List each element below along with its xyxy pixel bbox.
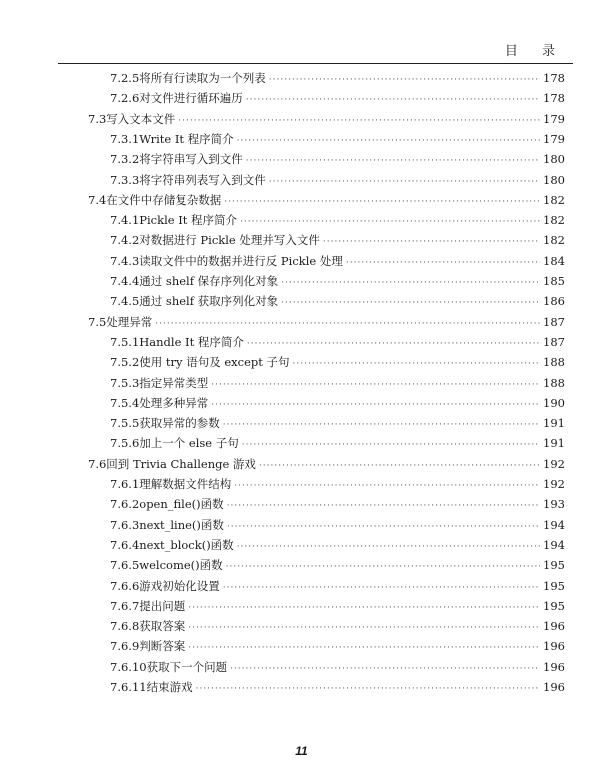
toc-entry [88, 454, 565, 474]
toc-entry-page: 180 [543, 152, 565, 167]
toc-entry-number: 7.5.5 [110, 416, 140, 431]
toc-entry [110, 596, 565, 616]
toc-entry-title: 回到 Trivia Challenge 游戏 [106, 456, 256, 471]
toc-entry-page: 195 [543, 578, 565, 593]
dot-leader [281, 273, 540, 293]
toc-entry-number: 7.5.1 [110, 334, 140, 349]
toc-entry [110, 251, 565, 271]
toc-entry-title: 处理多种异常 [139, 395, 209, 410]
toc-entry-page: 196 [543, 659, 565, 674]
toc-entry-title: 使用 try 语句及 except 子句 [139, 355, 290, 370]
toc-entry-number: 7.6.1 [110, 477, 140, 491]
toc-entry [110, 636, 565, 656]
toc-entry-number: 7.4.3 [110, 253, 140, 268]
toc-entry-number: 7.6.9 [110, 639, 140, 654]
toc-entry-number: 7.3 [88, 111, 107, 126]
toc-entry [110, 576, 565, 596]
dot-leader [240, 212, 540, 232]
toc-entry-title: next_line()函数 [139, 517, 224, 532]
dot-leader [269, 172, 540, 192]
dot-leader [247, 334, 540, 354]
toc-entry-page: 193 [543, 497, 565, 512]
toc-entry-title: 对文件进行循环遍历 [139, 91, 243, 106]
dot-leader [223, 415, 540, 435]
toc-entry-title: open_file()函数 [139, 497, 224, 512]
dot-leader [323, 232, 540, 252]
toc-entry [110, 332, 565, 352]
dot-leader [234, 476, 540, 496]
toc-entry-page: 180 [543, 172, 565, 187]
dot-leader [188, 598, 540, 618]
toc-entry [110, 535, 565, 555]
toc-entry [110, 352, 565, 372]
toc-entry-number: 7.6.7 [110, 598, 140, 613]
toc-entry-number: 7.5.4 [110, 395, 140, 410]
toc-entry-page: 188 [543, 375, 565, 390]
toc-entry-page: 182 [543, 213, 565, 228]
toc-entry-number: 7.6 [88, 456, 107, 471]
toc-entry-page: 187 [543, 334, 565, 349]
toc-entry [110, 677, 565, 697]
dot-leader [259, 456, 540, 476]
toc-entry-page: 194 [543, 537, 565, 552]
toc-entry-title: 判断答案 [139, 639, 186, 654]
page-number: 11 [295, 744, 308, 758]
toc-entry-page: 179 [543, 131, 565, 146]
toc-entry-title: 通过 shelf 保存序列化对象 [139, 274, 279, 288]
toc-entry [110, 149, 565, 169]
toc-entry-number: 7.5.2 [110, 355, 140, 370]
toc-entry-page: 179 [543, 111, 565, 126]
toc-entry-number: 7.4.2 [110, 233, 140, 248]
toc-entry [110, 494, 565, 514]
toc-entry-page: 182 [543, 192, 565, 207]
toc-entry [110, 88, 565, 108]
toc-entry-title: 指定异常类型 [139, 375, 209, 390]
toc-entry-page: 187 [543, 314, 565, 329]
dot-leader [211, 375, 540, 395]
toc-entry [110, 68, 565, 88]
toc-entry-page: 182 [543, 233, 565, 248]
toc-entry [110, 393, 565, 413]
dot-leader [242, 435, 540, 455]
header-rule [58, 63, 573, 64]
toc-entry-page: 196 [543, 639, 565, 654]
dot-leader [178, 111, 540, 131]
toc-entry-title: Pickle It 程序简介 [139, 213, 238, 228]
toc-entry-title: 处理异常 [106, 314, 153, 329]
dot-leader [293, 354, 541, 374]
toc-entry-title: next_block()函数 [139, 537, 234, 552]
toc-entry [88, 109, 565, 129]
toc-entry-number: 7.4.5 [110, 294, 140, 309]
toc-entry-title: 加上一个 else 子句 [139, 436, 239, 451]
toc-entry-title: 对数据进行 Pickle 处理并写入文件 [139, 233, 320, 248]
toc-entry-title: 获取下一个问题 [146, 659, 228, 674]
dot-leader [227, 496, 540, 516]
dot-leader [237, 131, 540, 151]
toc-entry-title: welcome()函数 [139, 558, 223, 573]
toc-entry-title: Write It 程序简介 [139, 131, 234, 146]
dot-leader [346, 253, 540, 273]
toc-entry-page: 195 [543, 558, 565, 573]
toc-entry-title: 写入文本文件 [106, 111, 176, 126]
toc-entry-title: 将字符串写入到文件 [139, 152, 243, 167]
toc-entry-title: 将所有行读取为一个列表 [139, 71, 266, 85]
toc-entry-number: 7.3.3 [110, 172, 140, 187]
toc-entry-page: 196 [543, 619, 565, 634]
toc-entry-title: 获取答案 [139, 619, 186, 634]
toc-entry-number: 7.6.6 [110, 578, 140, 593]
toc-entry [88, 190, 565, 210]
toc-entry-title: 理解数据文件结构 [139, 477, 232, 491]
dot-leader [246, 151, 540, 171]
toc-entry-page: 196 [543, 680, 565, 694]
toc-entry-page: 195 [543, 598, 565, 613]
toc-entry-number: 7.2.6 [110, 91, 140, 106]
toc-entry [110, 230, 565, 250]
dot-leader [155, 314, 540, 334]
toc-entry [110, 210, 565, 230]
toc-entry-title: 获取异常的参数 [139, 416, 220, 431]
toc-entry-page: 192 [543, 477, 565, 491]
toc-entry-number: 7.6.2 [110, 497, 140, 512]
toc-entry-page: 191 [543, 416, 565, 431]
toc-entry-page: 184 [543, 253, 565, 268]
toc-entry-number: 7.6.5 [110, 558, 140, 573]
toc-entry [110, 271, 565, 291]
toc-entry [88, 312, 565, 332]
dot-leader [227, 517, 540, 537]
toc-entry-title: 通过 shelf 获取序列化对象 [139, 294, 279, 309]
dot-leader [188, 618, 540, 638]
toc-entry [110, 170, 565, 190]
toc-entry-number: 7.3.2 [110, 152, 140, 167]
toc-entry-title: 提出问题 [139, 598, 186, 613]
toc-entry-number: 7.6.3 [110, 517, 140, 532]
dot-leader [188, 638, 540, 658]
dot-leader [224, 192, 540, 212]
toc-entry-number: 7.5.3 [110, 375, 140, 390]
toc-entry-number: 7.2.5 [110, 71, 140, 85]
toc-entry-page: 194 [543, 517, 565, 532]
toc-entry-page: 178 [543, 91, 565, 106]
toc-entry-page: 192 [543, 456, 565, 471]
toc-entry-number: 7.5 [88, 314, 107, 329]
dot-leader [223, 578, 540, 598]
toc-entry [110, 616, 565, 636]
toc-entry [110, 474, 565, 494]
toc-entry-number: 7.4 [88, 192, 107, 207]
toc-entry-number: 7.4.1 [110, 213, 140, 228]
toc-entry [110, 413, 565, 433]
dot-leader [237, 537, 540, 557]
toc-entry-number: 7.3.1 [110, 131, 140, 146]
toc-entry-title: 将字符串列表写入到文件 [139, 172, 266, 187]
toc-entry-title: 游戏初始化设置 [139, 578, 220, 593]
toc-entry-number: 7.5.6 [110, 436, 140, 451]
toc-entry-page: 185 [543, 274, 565, 288]
toc-entry-page: 190 [543, 395, 565, 410]
toc-entry-page: 188 [543, 355, 565, 370]
toc-entry [110, 129, 565, 149]
toc-entry [110, 657, 565, 677]
toc-entry-number: 7.6.10 [110, 659, 147, 674]
toc-entry [110, 291, 565, 311]
toc-entry [110, 555, 565, 575]
toc-entry-page: 178 [543, 71, 565, 85]
dot-leader [281, 293, 540, 313]
dot-leader [246, 90, 540, 110]
toc-entry-title: 结束游戏 [146, 680, 193, 694]
toc-entry-page: 186 [543, 294, 565, 309]
dot-leader [196, 679, 540, 699]
toc-entry-number: 7.6.4 [110, 537, 140, 552]
toc-entry-title: 读取文件中的数据并进行反 Pickle 处理 [139, 253, 343, 268]
running-header-title: 目 录 [504, 44, 565, 59]
toc-entry [110, 515, 565, 535]
dot-leader [269, 70, 540, 90]
toc-entry-number: 7.6.11 [110, 680, 147, 694]
dot-leader [230, 659, 540, 679]
toc-entry-title: 在文件中存储复杂数据 [106, 192, 222, 207]
dot-leader [226, 557, 540, 577]
toc-entry [110, 373, 565, 393]
toc-entry-number: 7.4.4 [110, 274, 140, 288]
toc-entry [110, 433, 565, 453]
toc-entry-page: 191 [543, 436, 565, 451]
toc-entry-title: Handle It 程序简介 [139, 334, 244, 349]
dot-leader [211, 395, 540, 415]
toc-entry-number: 7.6.8 [110, 619, 140, 634]
